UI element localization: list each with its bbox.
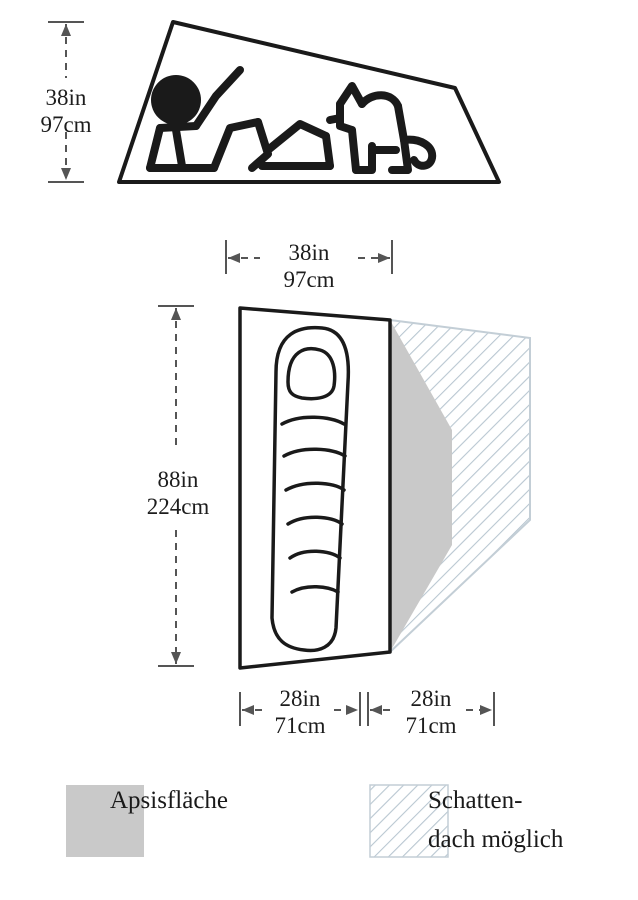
side-view-height-metric: 97cm bbox=[40, 112, 92, 137]
legend-label-apsis: Apsisfläche bbox=[110, 787, 229, 814]
bottom-right-label bbox=[375, 685, 487, 739]
bottom-left-label bbox=[244, 685, 356, 739]
bottom-left-imperial: 28in bbox=[279, 686, 321, 711]
side-view-group bbox=[119, 22, 499, 182]
floor-plan-group bbox=[240, 308, 530, 668]
length-label bbox=[118, 466, 238, 520]
bottom-right-imperial: 28in bbox=[410, 686, 452, 711]
top-width-label bbox=[253, 239, 365, 293]
top-width-imperial: 38in bbox=[288, 240, 330, 265]
bottom-left-metric: 71cm bbox=[274, 713, 326, 738]
side-view-height-label bbox=[10, 84, 122, 138]
length-imperial: 88in bbox=[157, 467, 199, 492]
length-metric: 224cm bbox=[146, 494, 210, 519]
legend-label-shade-roof-line1: Schatten- bbox=[428, 787, 523, 814]
bottom-right-metric: 71cm bbox=[405, 713, 457, 738]
side-view-height-imperial: 38in bbox=[45, 85, 87, 110]
legend-label-shade-roof-line2: dach möglich bbox=[428, 826, 564, 853]
sleeping-pad-outline bbox=[272, 328, 348, 651]
top-width-metric: 97cm bbox=[283, 267, 335, 292]
